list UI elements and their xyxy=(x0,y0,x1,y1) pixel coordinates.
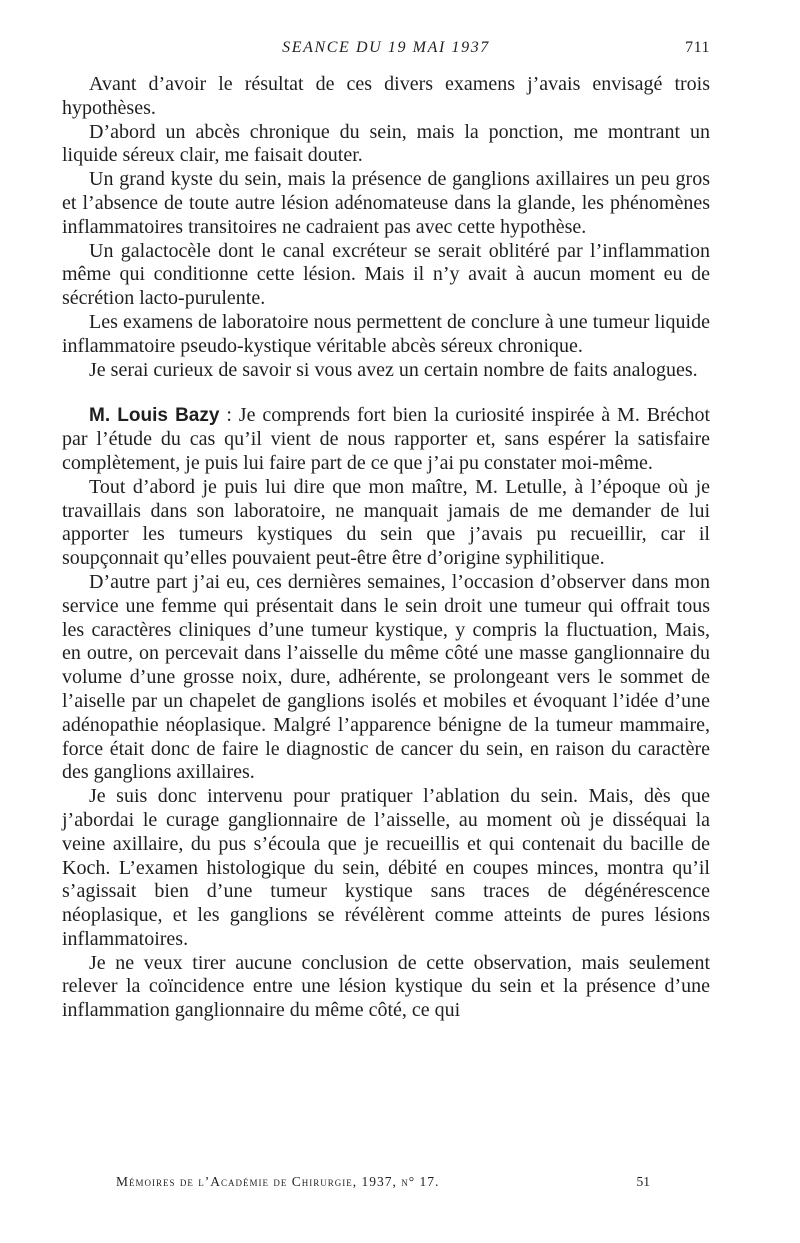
running-head xyxy=(62,38,710,58)
paragraph: D’autre part j’ai eu, ces dernières semaines, l’occasion d’observer dans mon service une femme qui présentait dans le sein droit une tumeur qui offrait tous les caractères cliniques d’une tumeur kystique, y compris la fluctuation, Mais, en outre, on percevait dans l’aisselle du même côté une masse ganglionnaire du volume d’une grosse noix, dure, adhérente, se prolongeant vers le sommet de l’aiselle par un chapelet de ganglions isolés et mobiles et évoquant l’idée d’une adénopathie néoplasique. Malgré l’apparence bénigne de la tumeur mammaire, force était donc de faire le diagnostic de cancer du sein, en raison du caractère des ganglions axillaires. xyxy=(62,570,710,784)
paragraph: Je ne veux tirer aucune conclusion de cette observation, mais seulement relever la coïncidence entre une lésion kystique du sein et la présence d’une inflammation ganglionnaire du même côté, ce qui xyxy=(62,951,710,1022)
speaker-remark: : Je comprends fort bien la curiosité inspirée à M. Bréchot par l’étude du cas qu’il vient de nous rapporter et, sans espérer la satisfaire complètement, je puis lui faire part de ce que j’ai pu constater moi-même. xyxy=(62,404,711,474)
footer-citation: Mémoires de l’Académie de Chirurgie, 1937, n° 17. xyxy=(116,1174,440,1189)
paragraph: Un galactocèle dont le canal excréteur se serait oblitéré par l’inflammation même qui conditionne cette lésion. Mais il n’y avait à aucun moment eu de sécrétion lacto-purulente. xyxy=(62,239,710,310)
footer-sheet-number: 51 xyxy=(636,1174,650,1189)
page-footer xyxy=(62,1172,710,1192)
article-body xyxy=(62,73,710,1023)
paragraph: Je serai curieux de savoir si vous avez un certain nombre de faits analogues. xyxy=(89,358,698,381)
page-number: 711 xyxy=(685,39,710,56)
paragraph: Avant d’avoir le résultat de ces divers examens j’avais envisagé trois hypothèses. xyxy=(62,73,710,119)
paragraph: Les examens de laboratoire nous permettent de conclure à une tumeur liquide inflammatoire pseudo-kystique véritable abcès séreux chronique. xyxy=(62,310,710,357)
running-title: SEANCE DU 19 MAI 1937 xyxy=(282,39,490,56)
speaker-paragraph xyxy=(62,404,710,475)
paragraph: Un grand kyste du sein, mais la présence de ganglions axillaires un peu gros et l’absence de toute autre lésion adénomateuse dans la glande, les phénomènes inflammatoires transitoires ne cadraient pas avec cette hypothèse. xyxy=(62,168,710,238)
paragraph: Je suis donc intervenu pour pratiquer l’ablation du sein. Mais, dès que j’abordai le curage ganglionnaire de l’aisselle, au moment où je disséquai la veine axillaire, du pus s’écoula que je recueillis et qui contenait du bacille de Koch. L’examen histologique du sein, débité en coupes minces, montra qu’il s’agissait bien d’une tumeur kystique sans traces de dégénérescence néoplasique, et les ganglions se révélèrent comme atteints de pures lésions inflammatoires. xyxy=(62,785,710,950)
speaker-name: M. Louis Bazy xyxy=(89,405,220,427)
paragraph: D’abord un abcès chronique du sein, mais la ponction, me montrant un liquide séreux clair, me faisait douter. xyxy=(62,120,710,167)
paragraph: Tout d’abord je puis lui dire que mon maître, M. Letulle, à l’époque où je travaillais dans son laboratoire, ne manquait jamais de me demander de lui apporter les tumeurs kystiques du sein que j’avais pu recueillir, car il soupçonnait qu’elles pouvaient peut-être être d’origine syphilitique. xyxy=(62,475,710,570)
